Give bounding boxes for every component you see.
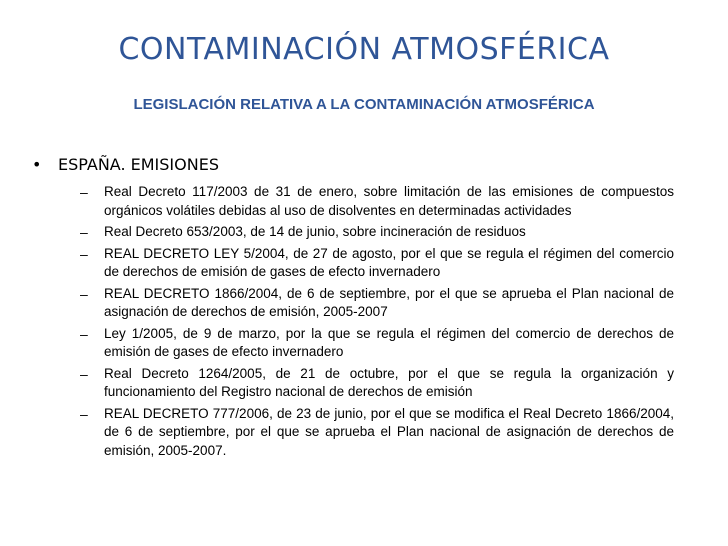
list-item — [80, 245, 674, 282]
list-item — [80, 183, 674, 220]
list-item — [80, 223, 674, 242]
dash-icon: – — [80, 245, 88, 262]
legislation-list — [32, 183, 682, 460]
dash-icon: – — [80, 224, 88, 240]
list-item — [80, 325, 674, 362]
list-item-text: Real Decreto 117/2003 de 31 de enero, sobre limitación de las emisiones de compuestos orgánicos volátiles debidas al uso de disolventes en determinadas actividades — [104, 184, 674, 218]
list-item-text: Real Decreto 653/2003, de 14 de junio, sobre incineración de residuos — [104, 224, 526, 239]
bullet-icon: • — [32, 155, 42, 174]
list-item-text: REAL DECRETO 1866/2004, de 6 de septiembre, por el que se aprueba el Plan nacional de asignación de derechos de emisión, 2005-2007 — [104, 285, 674, 319]
list-item — [80, 405, 674, 461]
list-item — [80, 285, 674, 322]
slide-title: CONTAMINACIÓN ATMOSFÉRICA — [118, 32, 610, 67]
list-item-text: Real Decreto 1264/2005, de 21 de octubre, por el que se regula la organización y funcionamiento del Registro nacional de derechos de emisión — [104, 365, 674, 399]
dash-icon: – — [80, 285, 88, 302]
dash-icon: – — [80, 365, 88, 382]
list-item-text: REAL DECRETO LEY 5/2004, de 27 de agosto, por el que se regula el régimen del comercio de derechos de emisión de gases de efecto invernadero — [104, 245, 674, 279]
list-item-text: Ley 1/2005, de 9 de marzo, por la que se regula el régimen del comercio de derechos de emisión de gases de efecto invernadero — [104, 325, 674, 359]
section-heading-row — [32, 154, 682, 176]
list-item-text: REAL DECRETO 777/2006, de 23 de junio, por el que se modifica el Real Decreto 1866/2004, de 6 de septiembre, por el que se aprueba el Plan nacional de asignación de derechos de emisión, 2005-2007. — [104, 405, 674, 458]
dash-icon: – — [80, 325, 88, 342]
section-heading: ESPAÑA. EMISIONES — [58, 155, 219, 174]
dash-icon: – — [80, 405, 88, 422]
section-espana-emisiones — [32, 154, 682, 463]
list-item — [80, 365, 674, 402]
slide-subtitle: LEGISLACIÓN RELATIVA A LA CONTAMINACIÓN ATMOSFÉRICA — [133, 96, 595, 113]
dash-icon: – — [80, 184, 88, 200]
